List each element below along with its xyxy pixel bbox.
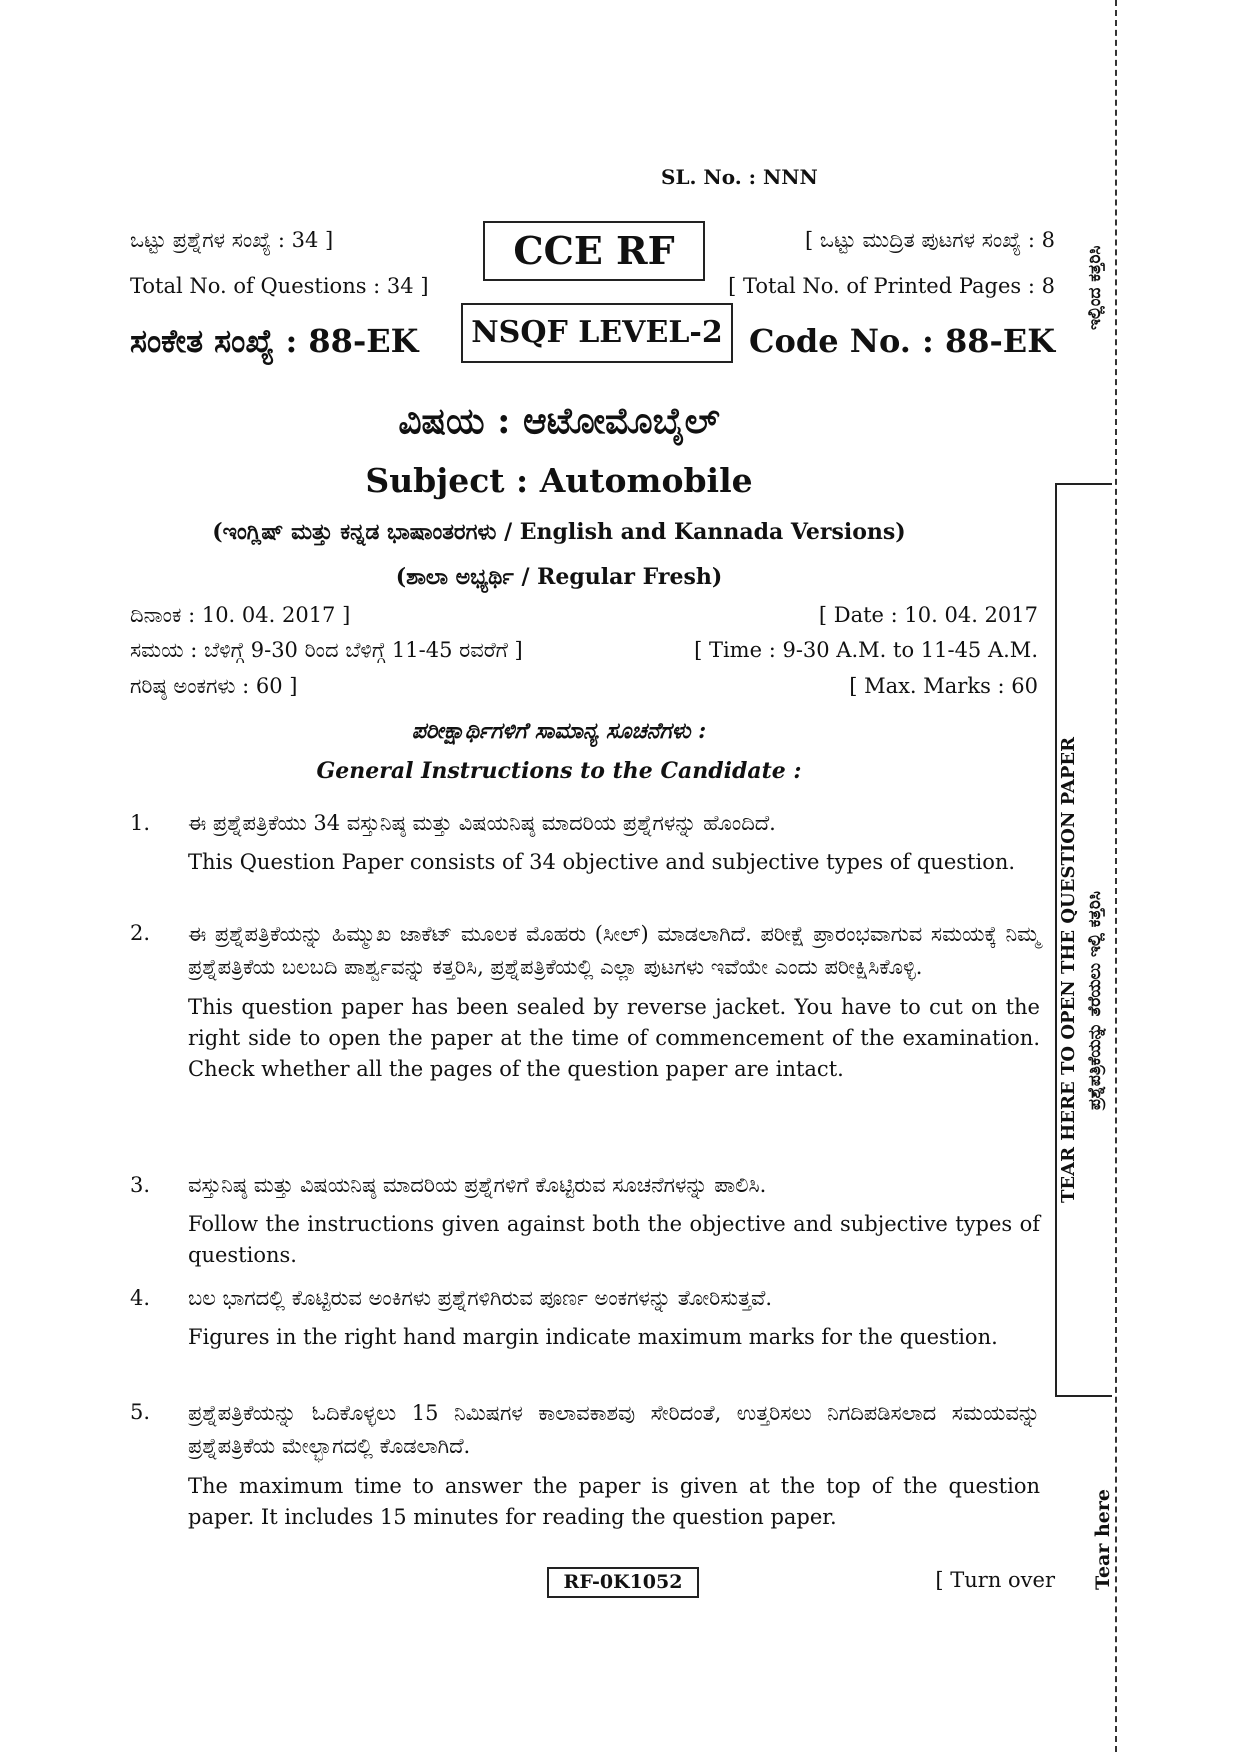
instruction-text-kannada: ಬಲ ಭಾಗದಲ್ಲಿ ಕೊಟ್ಟಿರುವ ಅಂಕಿಗಳು ಪ್ರಶ್ನೆಗಳಿಗಿರುವ ಪೂರ್ಣ ಅಂಕಗಳನ್ನು ತೋರಿಸುತ್ತವೆ. [188, 1286, 773, 1310]
total-questions-english: Total No. of Questions : 34 ] [130, 274, 429, 298]
marks-kannada: ಗರಿಷ್ಠ ಅಂಕಗಳು : 60 ] [130, 674, 298, 698]
code-number-kannada: ಸಂಕೇತ ಸಂಖ್ಯೆ : 88-EK [130, 322, 419, 360]
time-kannada: ಸಮಯ : ಬೆಳಿಗ್ಗೆ 9-30 ರಿಂದ ಬೆಳಿಗ್ಗೆ 11-45 ರವರೆಗೆ ] [130, 638, 523, 662]
tear-here-open-english: TEAR HERE TO OPEN THE QUESTION PAPER [1058, 736, 1079, 1203]
instruction-text-english: This question paper has been sealed by reverse jacket. You have to cut on the right side to open the paper at the time of commencement of the examination. Check whether all the pages of the question paper are intact. [188, 995, 1040, 1081]
tear-here-open-kannada: ಪ್ರಶ್ನೆಪತ್ರಿಕೆಯನ್ನು ತೆರೆಯಲು ಇಲ್ಲಿ ಕತ್ತರಿಸಿ [1085, 891, 1105, 1110]
instruction-text-english: This Question Paper consists of 34 objective and subjective types of question. [188, 850, 1016, 874]
code-number-english: Code No. : 88-EK [749, 322, 1055, 360]
marks-english: [ Max. Marks : 60 [849, 674, 1038, 698]
instructions-heading-kannada: ಪರೀಕ್ಷಾರ್ಥಿಗಳಿಗೆ ಸಾಮಾನ್ಯ ಸೂಚನೆಗಳು : [411, 718, 707, 744]
instruction-text-kannada: ಪ್ರಶ್ನೆಪತ್ರಿಕೆಯನ್ನು ಓದಿಕೊಳ್ಳಲು 15 ನಿಮಿಷಗಳ ಕಾಲಾವಕಾಶವು ಸೇರಿದಂತೆ, ಉತ್ತರಿಸಲು ನಿಗದಿಪಡಿಸಲಾದ ಸಮಯವನ್ನು ಪ್ರಶ್ನೆಪತ್ರಿಕೆಯ ಮೇಲ್ಭಾಗದಲ್ಲಿ ಕೊಡಲಾಗಿದೆ. [188, 1401, 1040, 1458]
turn-over: [ Turn over [935, 1568, 1055, 1592]
exam-code-box: CCE RF [483, 221, 705, 281]
tear-here-kannada-top: ಇಲ್ಲಿಂದ ಕತ್ತರಿಸಿ [1085, 245, 1105, 330]
instruction-text-kannada: ಈ ಪ್ರಶ್ನೆಪತ್ರಿಕೆಯನ್ನು ಹಿಮ್ಮುಖ ಜಾಕೆಟ್ ಮೂಲಕ ಮೊಹರು (ಸೀಲ್) ಮಾಡಲಾಗಿದೆ. ಪರೀಕ್ಷೆ ಪ್ರಾರಂಭವಾಗುವ ಸಮಯಕ್ಕೆ ನಿಮ್ಮ ಪ್ರಶ್ನೆಪತ್ರಿಕೆಯ ಬಲಬದಿ ಪಾರ್ಶ್ವವನ್ನು ಕತ್ತರಿಸಿ, ಪ್ರಶ್ನೆಪತ್ರಿಕೆಯಲ್ಲಿ ಎಲ್ಲಾ ಪುಟಗಳು ಇವೆಯೇ ಎಂದು ಪರೀಕ್ಷಿಸಿಕೊಳ್ಳಿ. [188, 922, 1040, 979]
instruction-text-kannada: ಈ ಪ್ರಶ್ನೆಪತ್ರಿಕೆಯು 34 ವಸ್ತುನಿಷ್ಠ ಮತ್ತು ವಿಷಯನಿಷ್ಠ ಮಾದರಿಯ ಪ್ರಶ್ನೆಗಳನ್ನು ಹೊಂದಿದೆ. [188, 811, 776, 835]
instruction-item-4 [130, 1283, 1040, 1353]
instruction-item-2 [130, 918, 1040, 1085]
instruction-number: 3. [130, 1173, 151, 1197]
level-box: NSQF LEVEL-2 [461, 303, 733, 363]
candidate-type: (ಶಾಲಾ ಅಭ್ಯರ್ಥಿ / Regular Fresh) [395, 564, 723, 590]
instruction-number: 5. [130, 1400, 151, 1424]
instruction-number: 4. [130, 1286, 151, 1310]
instruction-text-english: The maximum time to answer the paper is given at the top of the question paper. It includes 15 minutes for reading the question paper. [188, 1474, 1040, 1529]
instruction-item-1 [130, 808, 1040, 878]
versions-line: (ಇಂಗ್ಲಿಷ್ ಮತ್ತು ಕನ್ನಡ ಭಾಷಾಂತರಗಳು / English and Kannada Versions) [212, 519, 906, 545]
subject-english: Subject : Automobile [365, 461, 753, 500]
instruction-number: 1. [130, 811, 151, 835]
instructions-heading-english: General Instructions to the Candidate : [316, 758, 802, 784]
instruction-text-english: Figures in the right hand margin indicate maximum marks for the question. [188, 1325, 998, 1349]
subject-kannada: ವಿಷಯ : ಆಟೋಮೊಬೈಲ್ [398, 400, 720, 442]
instruction-item-5 [130, 1397, 1040, 1533]
tear-dashed-line [1115, 0, 1117, 1752]
paper-code-box: RF-0K1052 [547, 1567, 699, 1598]
tear-here-english-bottom: Tear here [1092, 1489, 1114, 1590]
instruction-text-english: Follow the instructions given against both the objective and subjective types of questions. [188, 1212, 1040, 1267]
serial-number: SL. No. : NNN [661, 165, 818, 189]
date-english: [ Date : 10. 04. 2017 [818, 603, 1038, 627]
printed-pages-kannada: [ ಒಟ್ಟು ಮುದ್ರಿತ ಪುಟಗಳ ಸಂಖ್ಯೆ : 8 [804, 228, 1055, 252]
instruction-item-3 [130, 1170, 1040, 1271]
total-questions-kannada: ಒಟ್ಟು ಪ್ರಶ್ನೆಗಳ ಸಂಖ್ಯೆ : 34 ] [130, 228, 334, 252]
printed-pages-english: [ Total No. of Printed Pages : 8 [728, 274, 1055, 298]
instruction-text-kannada: ವಸ್ತುನಿಷ್ಠ ಮತ್ತು ವಿಷಯನಿಷ್ಠ ಮಾದರಿಯ ಪ್ರಶ್ನೆಗಳಿಗೆ ಕೊಟ್ಟಿರುವ ಸೂಚನೆಗಳನ್ನು ಪಾಲಿಸಿ. [188, 1173, 767, 1197]
date-kannada: ದಿನಾಂಕ : 10. 04. 2017 ] [130, 603, 351, 627]
time-english: [ Time : 9-30 A.M. to 11-45 A.M. [694, 638, 1038, 662]
instruction-number: 2. [130, 921, 151, 945]
